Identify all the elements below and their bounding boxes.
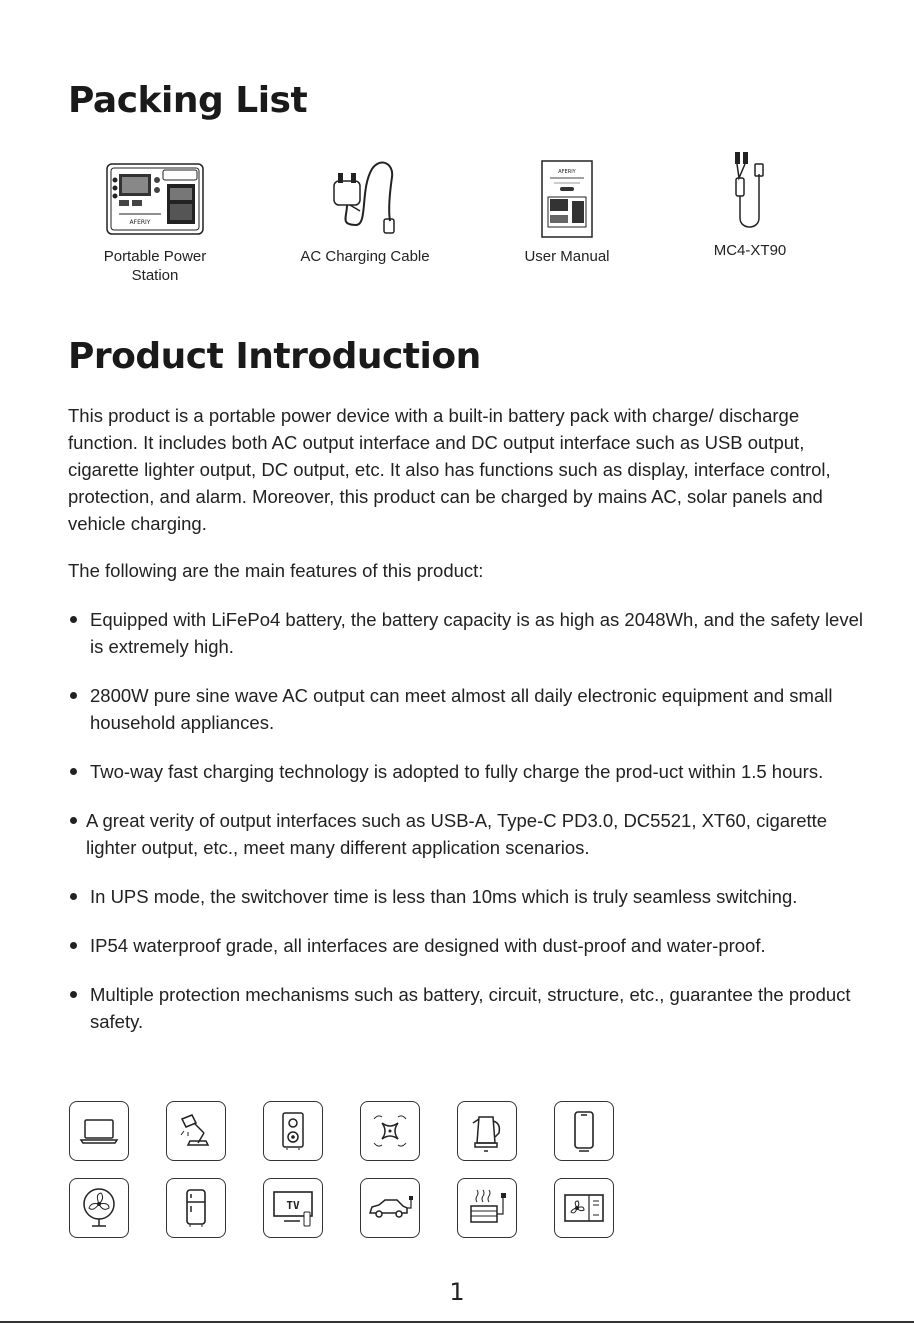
packing-item-power-station	[55, 155, 255, 285]
packing-item-label: MC4-XT90	[713, 242, 787, 259]
packing-item-label: AC Charging Cable	[300, 248, 430, 265]
packing-item-label: User Manual	[524, 248, 610, 265]
appliance-icons	[68, 1100, 628, 1242]
fan-icon	[69, 1178, 129, 1238]
feature-text: Two-way fast charging technology is adopted to fully charge the prod-uct within 1.5 hours.	[90, 761, 824, 782]
bullet-icon	[70, 616, 77, 623]
bullet-icon	[70, 768, 77, 775]
kettle-icon	[457, 1101, 517, 1161]
laptop-icon	[69, 1101, 129, 1161]
packing-item-ac-cable	[265, 155, 465, 266]
feature-item	[68, 883, 868, 910]
power-station-brand-mark: AFERIY	[129, 219, 151, 226]
phone-icon	[554, 1101, 614, 1161]
speaker-icon	[263, 1101, 323, 1161]
tv-label: TV	[286, 1199, 300, 1212]
feature-text: Equipped with LiFePo4 battery, the battery capacity is as high as 2048Wh, and the safety level is extremely high.	[90, 609, 863, 657]
user-manual-brand-mark: AFERIY	[558, 169, 576, 175]
packing-item-user-manual	[467, 155, 667, 266]
feature-item	[68, 981, 868, 1035]
footer-rule	[0, 1321, 914, 1323]
packing-list-heading: Packing List	[68, 80, 308, 121]
feature-text: In UPS mode, the switchover time is less than 10ms which is truly seamless switching.	[90, 886, 798, 907]
bullet-icon	[70, 817, 77, 824]
bullet-icon	[70, 692, 77, 699]
packing-list	[0, 155, 914, 295]
power-station-icon	[105, 162, 205, 236]
refrigerator-icon	[166, 1178, 226, 1238]
feature-text: Multiple protection mechanisms such as battery, circuit, structure, etc., guarantee the product safety.	[90, 984, 851, 1032]
bullet-icon	[70, 991, 77, 998]
feature-item	[68, 606, 868, 660]
tv-icon	[263, 1178, 323, 1238]
feature-text: IP54 waterproof grade, all interfaces are designed with dust-proof and water-proof.	[90, 935, 766, 956]
feature-item	[68, 758, 868, 785]
features-list	[68, 606, 868, 1035]
ac-cable-icon	[320, 159, 410, 239]
electric-blanket-icon	[457, 1178, 517, 1238]
packing-item-mc4-xt90	[650, 143, 850, 260]
page-number: 1	[449, 1278, 465, 1306]
product-introduction-heading: Product Introduction	[68, 336, 481, 377]
mc4-xt90-cable-icon	[725, 148, 775, 232]
feature-item	[68, 682, 868, 736]
bullet-icon	[70, 942, 77, 949]
feature-text: 2800W pure sine wave AC output can meet almost all daily electronic equipment and small household appliances.	[90, 685, 833, 733]
feature-item	[68, 932, 868, 959]
electric-car-icon	[360, 1178, 420, 1238]
feature-item	[68, 807, 868, 861]
desk-lamp-icon	[166, 1101, 226, 1161]
packing-item-label: Portable Power Station	[103, 248, 207, 284]
drone-icon	[360, 1101, 420, 1161]
air-conditioner-icon	[554, 1178, 614, 1238]
bullet-icon	[70, 893, 77, 900]
features-lead: The following are the main features of this product:	[68, 560, 484, 581]
feature-text: A great verity of output interfaces such as USB-A, Type-C PD3.0, DC5521, XT60, cigarette lighter output, etc., meet many different application scenarios.	[86, 810, 828, 858]
user-manual-icon	[540, 159, 594, 239]
intro-paragraph: This product is a portable power device with a built-in battery pack with charge/ discharge function. It includes both AC output interface and DC output interface such as USB output, cigarette lighter output, DC output, etc. It also has functions such as display, interface control, protection, and alarm. Moreover, this product can be charged by mains AC, solar panels and vehicle charging.	[68, 405, 831, 534]
